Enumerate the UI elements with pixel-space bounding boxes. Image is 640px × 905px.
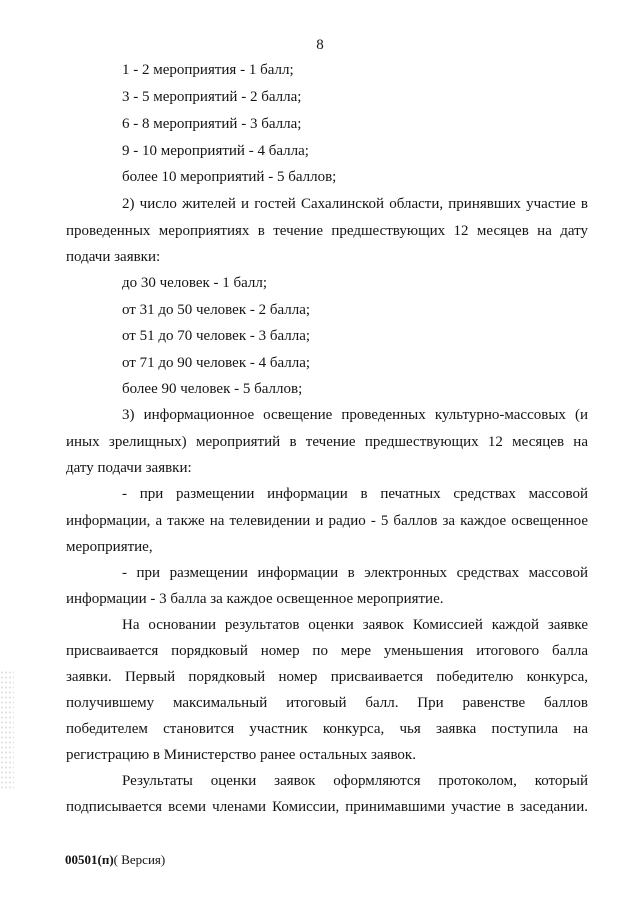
score-line: 9 - 10 мероприятий - 4 балла; [122,143,309,159]
paragraph-line: На основании результатов оценки заявок Комиссией каждой заявке [122,617,588,633]
paragraph-line: - при размещении информации в печатных средствах массовой [122,486,588,502]
scan-speckle [0,670,14,790]
paragraph-line: подачи заявки: [66,249,161,265]
document-code: 00501(п) [65,852,114,867]
score-line: более 10 мероприятий - 5 баллов; [122,169,337,185]
page-number: 8 [316,37,324,53]
document-version: ( Версия) [113,852,166,867]
score-line: от 51 до 70 человек - 3 балла; [122,328,311,344]
paragraph-line: дату подачи заявки: [66,460,192,476]
score-line: до 30 человек - 1 балл; [122,275,268,291]
paragraph-line: победителем становится участник конкурса, чья заявка поступила на [66,721,588,737]
paragraph-line: иных зрелищных) мероприятий в течение предшествующих 12 месяцев на [66,434,588,450]
paragraph-line: заявки. Первый порядковый номер присваивается победителю конкурса, [66,669,588,685]
paragraph-line: - при размещении информации в электронных средствах массовой [122,565,588,581]
score-line: 6 - 8 мероприятий - 3 балла; [122,116,302,132]
paragraph-line: присваивается порядковый номер по мере уменьшения итогового балла [66,643,588,659]
paragraph-line: регистрацию в Министерство ранее остальных заявок. [66,747,416,763]
score-line: 1 - 2 мероприятия - 1 балл; [122,62,294,78]
paragraph-line: получившему максимальный итоговый балл. При равенстве баллов [66,695,588,711]
paragraph-line: мероприятие, [66,539,153,555]
document-footer [65,852,165,868]
paragraph-line: подписывается всеми членами Комиссии, принимавшими участие в заседании. [66,799,588,815]
paragraph-line: 3) информационное освещение проведенных культурно-массовых (и [122,407,588,423]
paragraph-line: Результаты оценки заявок оформляются протоколом, который [122,773,588,789]
paragraph-line: 2) число жителей и гостей Сахалинской области, принявших участие в [122,196,588,212]
score-line: 3 - 5 мероприятий - 2 балла; [122,89,302,105]
paragraph-line: информации - 3 балла за каждое освещенное мероприятие. [66,591,444,607]
score-line: от 31 до 50 человек - 2 балла; [122,302,311,318]
paragraph-line: информации, а также на телевидении и радио - 5 баллов за каждое освещенное [66,513,588,529]
score-line: более 90 человек - 5 баллов; [122,381,303,397]
score-line: от 71 до 90 человек - 4 балла; [122,355,311,371]
paragraph-line: проведенных мероприятиях в течение предшествующих 12 месяцев на дату [66,223,588,239]
